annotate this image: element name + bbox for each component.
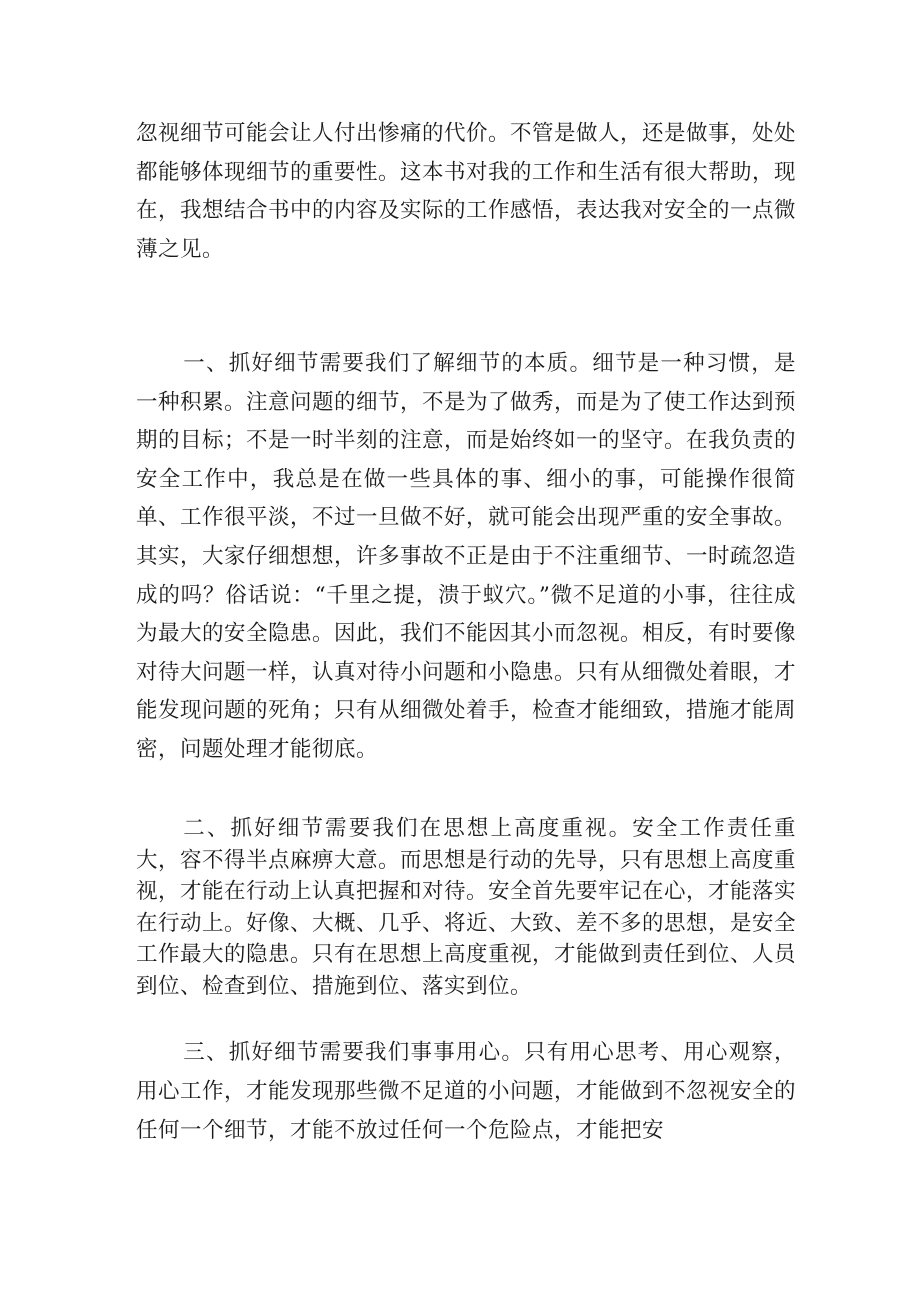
paragraph-point-three: 三、抓好细节需要我们事事用心。只有用心思考、用心观察，用心工作，才能发现那些微不足道的小问题，才能做到不忽视安全的任何一个细节，才能不放过任何一个危险点，才能把安 — [136, 1040, 797, 1143]
paragraph-point-two: 二、抓好细节需要我们在思想上高度重视。安全工作责任重大，容不得半点麻痹大意。而思想是行动的先导，只有思想上高度重视，才能在行动上认真把握和对待。安全首先要牢记在心，才能落实在行动上。好像、大概、几乎、将近、大致、差不多的思想，是安全工作最大的隐患。只有在思想上高度重视，才能做到责任到位、人员到位、检查到位、措施到位、落实到位。 — [136, 816, 797, 999]
paragraph-point-one: 一、抓好细节需要我们了解细节的本质。细节是一种习惯，是一种积累。注意问题的细节，不是为了做秀，而是为了使工作达到预期的目标；不是一时半刻的注意，而是始终如一的坚守。在我负责的安全工作中，我总是在做一些具体的事、细小的事，可能操作很简单、工作很平淡，不过一旦做不好，就可能会出现严重的安全事故。其实，大家仔细想想，许多事故不正是由于不注重细节、一时疏忽造成的吗？俗话说：“千里之提，溃于蚁穴。”微不足道的小事，往往成为最大的安全隐患。因此，我们不能因其小而忽视。相反，有时要像对待大问题一样，认真对待小问题和小隐患。只有从细微处着眼，才能发现问题的死角；只有从细微处着手，检查才能细致，措施才能周密，问题处理才能彻底。 — [136, 351, 797, 762]
paragraph-intro: 忽视细节可能会让人付出惨痛的代价。不管是做人，还是做事，处处都能够体现细节的重要性。这本书对我的工作和生活有很大帮助，现在，我想结合书中的内容及实际的工作感悟，表达我对安全的一点微薄之见。 — [136, 121, 797, 262]
